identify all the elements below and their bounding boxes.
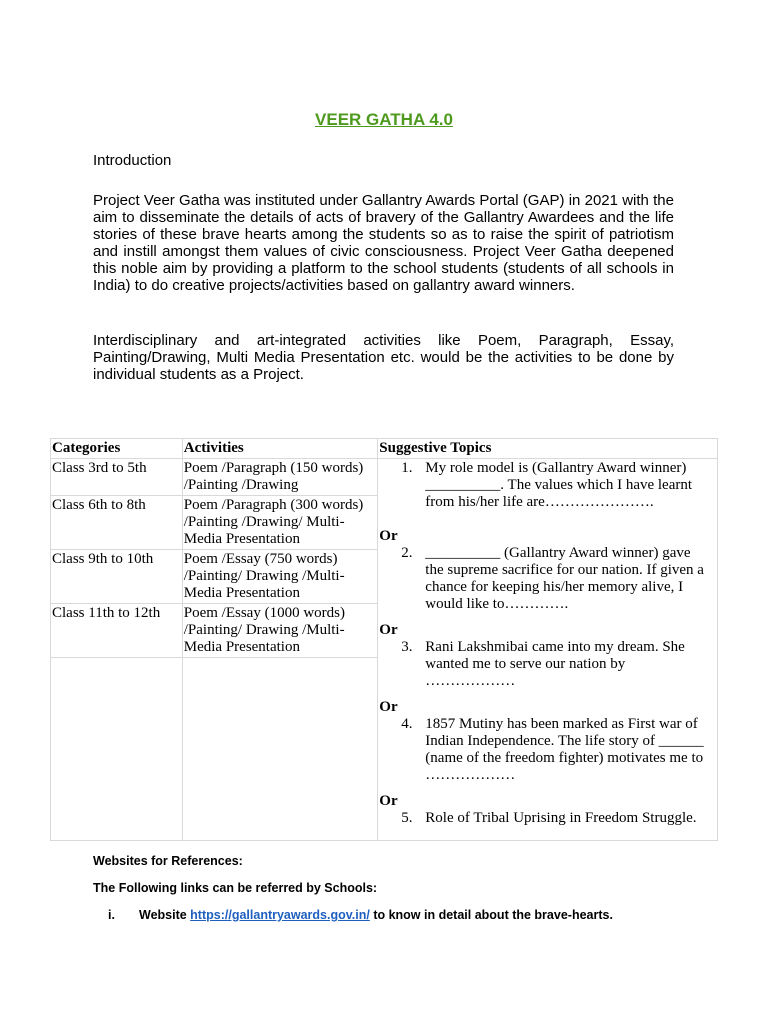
category-cell: Class 3rd to 5th — [51, 459, 183, 496]
list-numeral: i. — [108, 908, 115, 922]
topic-number: 5. — [401, 810, 413, 826]
reference-item — [108, 908, 613, 922]
empty-cell — [51, 658, 183, 841]
category-cell: Class 6th to 8th — [51, 496, 183, 550]
topic-text: __________ (Gallantry Award winner) gave the supreme sacrifice for our nation. If given a chance for keeping his/her memory alive, I would like to…………. — [425, 545, 704, 612]
intro-paragraph: Project Veer Gatha was instituted under Gallantry Awards Portal (GAP) in 2021 with the aim to disseminate the details of acts of bravery of the Gallantry Awardees and the life stories of these brave hearts among the students so as to raise the spirit of patriotism and instill amongst them values of civic consciousness. Project Veer Gatha deepened this noble aim by providing a platform to the school students (students of all schools in India) to do creative projects/activities based on gallantry award winners. — [93, 192, 674, 294]
activities-paragraph: Interdisciplinary and art-integrated activities like Poem, Paragraph, Essay, Painting/Drawing, Multi Media Presentation etc. would be the activities to be done by individual students as a Project. — [93, 332, 674, 383]
header-categories: Categories — [51, 439, 183, 459]
or-label: Or — [379, 793, 398, 809]
activities-table — [50, 438, 718, 841]
activity-cell: Poem /Paragraph (300 words) /Painting /Drawing/ Multi-Media Presentation — [182, 496, 378, 550]
category-cell: Class 9th to 10th — [51, 550, 183, 604]
or-label: Or — [379, 622, 398, 638]
or-label: Or — [379, 528, 398, 544]
topic-text: Rani Lakshmibai came into my dream. She wanted me to serve our nation by ……………… — [425, 639, 685, 689]
gallantry-awards-link[interactable]: https://gallantryawards.gov.in/ — [190, 908, 370, 922]
topic-number: 1. — [401, 460, 413, 476]
topic-text: 1857 Mutiny has been marked as First war of Indian Independence. The life story of ______ (name of the freedom fighter) motivates me to ……………… — [425, 716, 704, 783]
topic-number: 2. — [401, 545, 413, 561]
references-heading: Websites for References: — [93, 854, 243, 868]
topic-text: Role of Tribal Uprising in Freedom Struggle. — [425, 810, 697, 826]
reference-prefix: Website — [139, 908, 191, 922]
suggestive-topics-cell — [378, 459, 718, 841]
activity-cell: Poem /Essay (1000 words) /Painting/ Drawing /Multi-Media Presentation — [182, 604, 378, 658]
category-cell: Class 11th to 12th — [51, 604, 183, 658]
topic-item — [379, 545, 716, 613]
topic-text: My role model is (Gallantry Award winner) __________. The values which I have learnt from his/her life are…………………. — [425, 460, 693, 510]
topic-number: 4. — [401, 716, 413, 732]
reference-suffix: to know in detail about the brave-hearts. — [369, 908, 613, 922]
intro-heading: Introduction — [93, 152, 172, 169]
header-activities: Activities — [182, 439, 378, 459]
page-title: VEER GATHA 4.0 — [315, 110, 453, 129]
empty-cell — [182, 658, 378, 841]
header-topics: Suggestive Topics — [378, 439, 718, 459]
topic-number: 3. — [401, 639, 413, 655]
activity-cell: Poem /Essay (750 words) /Painting/ Drawing /Multi-Media Presentation — [182, 550, 378, 604]
table-row — [51, 459, 718, 496]
topic-item — [379, 716, 716, 784]
topic-item — [379, 639, 716, 690]
activity-cell: Poem /Paragraph (150 words) /Painting /Drawing — [182, 459, 378, 496]
topic-item — [379, 460, 716, 511]
references-subheading: The Following links can be referred by Schools: — [93, 881, 378, 895]
topic-item — [379, 810, 716, 827]
table-header-row — [51, 439, 718, 459]
or-label: Or — [379, 699, 398, 715]
